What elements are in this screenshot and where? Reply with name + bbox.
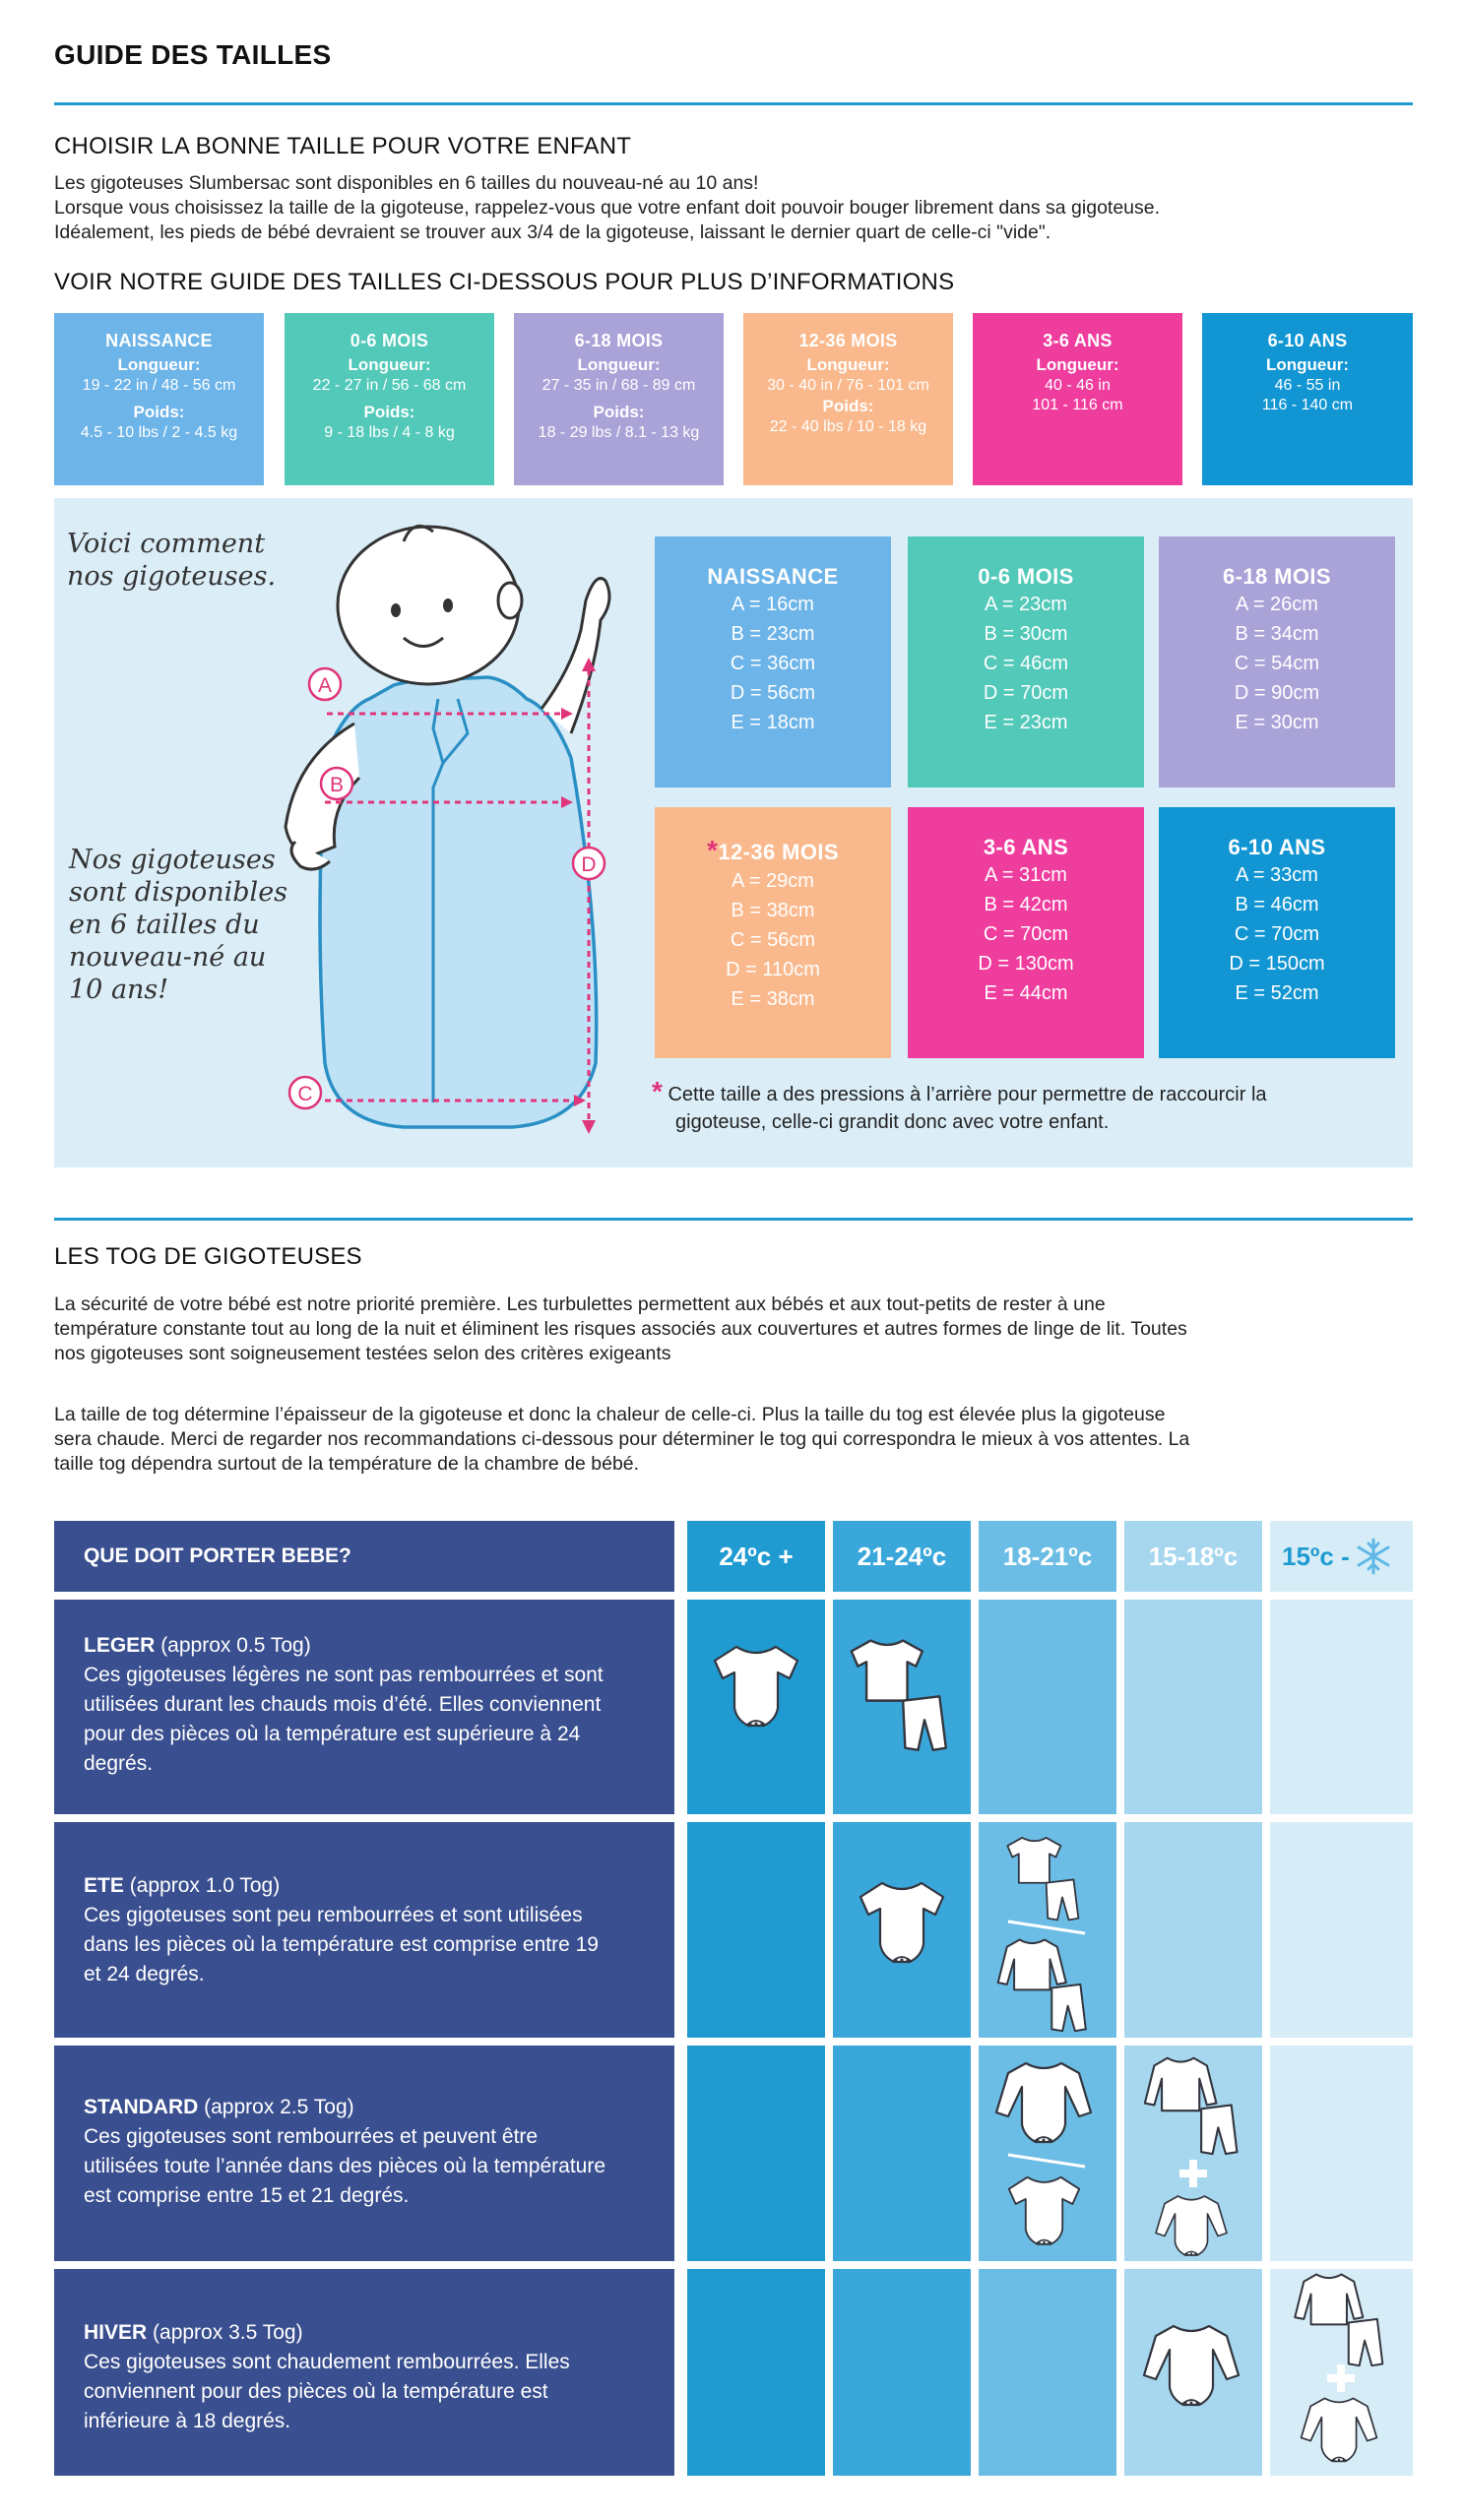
handwritten-line: 10 ans! xyxy=(69,975,169,1005)
measure-line: D = 70cm xyxy=(983,682,1069,704)
tog-paragraph-2 xyxy=(54,1403,1189,1477)
measure-line: E = 52cm xyxy=(1235,982,1319,1004)
measure-line: B = 46cm xyxy=(1235,894,1319,915)
measure-line: D = 90cm xyxy=(1234,682,1320,704)
weight-label: Poids: xyxy=(822,397,874,415)
row-desc: degrés. xyxy=(84,1752,154,1775)
measure-box-6-10-ans xyxy=(1159,807,1395,1058)
intro-line: Les gigoteuses Slumbersac sont disponibles en 6 tailles du nouveau-né au 10 ans! xyxy=(54,172,759,194)
measure-line: E = 23cm xyxy=(984,712,1068,733)
paragraph-line: La sécurité de votre bébé est notre priorité première. Les turbulettes permettent aux bébés et aux tout-petits de rester à une xyxy=(54,1293,1106,1315)
row-tog: (approx 1.0 Tog) xyxy=(129,1874,281,1897)
bodysuit-short-icon xyxy=(853,1875,951,1974)
length-label: Longueur: xyxy=(577,355,661,374)
size-title: 0-6 MOIS xyxy=(350,331,429,350)
row-desc: utilisées toute l’année dans des pièces où la température xyxy=(84,2155,606,2177)
row-desc: Ces gigoteuses légères ne sont pas rembourrées et sont xyxy=(84,1664,604,1686)
length-label: Longueur: xyxy=(117,355,201,374)
row-name: LEGER xyxy=(84,1634,156,1657)
intro-line: Lorsque vous choisissez la taille de la gigoteuse, rappelez-vous que votre enfant doit pouvoir bouger librement dans sa gigoteuse. xyxy=(54,197,1161,219)
measure-line: A = 26cm xyxy=(1236,594,1318,615)
size-box-0-6-mois xyxy=(285,313,494,485)
measure-line: D = 150cm xyxy=(1229,953,1325,975)
longsleeve-and-pants-icon xyxy=(1137,2052,1250,2156)
length-value: 30 - 40 in / 76 - 101 cm xyxy=(767,377,929,394)
page-title: GUIDE DES TAILLES xyxy=(54,39,332,70)
measure-box-6-18-mois xyxy=(1159,536,1395,788)
row-desc: Ces gigoteuses sont chaudement rembourrées. Elles xyxy=(84,2351,570,2373)
row-desc: Ces gigoteuses sont rembourrées et peuvent être xyxy=(84,2125,539,2148)
size-box-3-6-ans xyxy=(973,313,1182,485)
handwritten-line: nos gigoteuses. xyxy=(67,561,277,592)
measure-line: C = 70cm xyxy=(1234,923,1320,945)
length-value: 22 - 27 in / 56 - 68 cm xyxy=(312,377,467,394)
row-leger xyxy=(54,1600,674,1814)
row-standard xyxy=(54,2046,674,2261)
row-name: STANDARD xyxy=(84,2096,199,2118)
paragraph-line: sera chaude. Merci de regarder nos recommandations ci-dessous pour déterminer le tog qui correspondra le mieux à vos attentes. La xyxy=(54,1428,1190,1450)
row-desc: utilisées durant les chauds mois d’été. Elles conviennent xyxy=(84,1693,602,1716)
measure-line: D = 110cm xyxy=(726,959,820,980)
bodysuit-short-icon xyxy=(1002,2171,1086,2254)
longsleeve-and-pants-icon xyxy=(1285,2269,1398,2367)
bodysuit-long-icon xyxy=(1142,2190,1241,2264)
tog-heading: LES TOG DE GIGOTEUSES xyxy=(54,1243,362,1270)
row-name: HIVER xyxy=(84,2321,148,2344)
measure-box-naissance xyxy=(655,536,891,788)
handwritten-line: Voici comment xyxy=(67,529,266,559)
length-value: 27 - 35 in / 68 - 89 cm xyxy=(541,377,696,394)
measure-title: 0-6 MOIS xyxy=(978,564,1074,589)
measure-title-text: 12-36 MOIS xyxy=(718,840,839,864)
bodysuit-long-icon xyxy=(994,2055,1093,2154)
size-box-naissance xyxy=(54,313,264,485)
length-value: 46 - 55 in xyxy=(1274,377,1341,394)
measure-box-0-6-mois xyxy=(908,536,1144,788)
row-name: ETE xyxy=(84,1874,124,1897)
tshirt-and-pants-icon xyxy=(990,1833,1099,1922)
intro-text xyxy=(54,171,1160,245)
handwritten-note-top xyxy=(67,528,276,593)
bodysuit-long-icon xyxy=(1142,2318,1241,2417)
measure-line: D = 56cm xyxy=(730,682,816,704)
length-value: 19 - 22 in / 48 - 56 cm xyxy=(82,377,236,394)
separator-slash-icon xyxy=(1002,2151,1091,2171)
weight-value: 22 - 40 lbs / 10 - 18 kg xyxy=(769,418,927,435)
row-desc: pour des pièces où la température est supérieure à 24 xyxy=(84,1723,581,1745)
guide-heading: VOIR NOTRE GUIDE DES TAILLES CI-DESSOUS POUR PLUS D’INFORMATIONS xyxy=(54,269,955,295)
size-title: 6-10 ANS xyxy=(1267,331,1348,350)
label-b: B xyxy=(329,774,345,796)
measure-line: A = 31cm xyxy=(985,864,1067,886)
row-desc: dans les pièces où la température est comprise entre 19 xyxy=(84,1933,599,1956)
measure-title xyxy=(655,835,891,866)
weight-value: 9 - 18 lbs / 4 - 8 kg xyxy=(324,424,455,441)
measure-line: A = 23cm xyxy=(985,594,1067,615)
row-desc: conviennent pour des pièces où la température est xyxy=(84,2380,548,2403)
size-box-6-18-mois xyxy=(514,313,724,485)
measure-box-12-36-mois xyxy=(655,807,891,1058)
divider xyxy=(54,102,1413,105)
measure-line: E = 44cm xyxy=(984,982,1068,1004)
length-value: 40 - 46 in xyxy=(1045,377,1111,394)
weight-value: 18 - 29 lbs / 8.1 - 13 kg xyxy=(538,424,700,441)
handwritten-note-bottom xyxy=(69,844,287,1006)
measure-line: D = 130cm xyxy=(978,953,1074,975)
paragraph-line: température constante tout au long de la nuit et éliminent les risques associés aux couvertures et autres formes de linge de lit. Toutes xyxy=(54,1318,1187,1340)
temp-header-18-21: 18-21ºc xyxy=(979,1521,1116,1592)
size-title: 12-36 MOIS xyxy=(798,331,898,350)
measure-line: A = 16cm xyxy=(732,594,814,615)
paragraph-line: La taille de tog détermine l’épaisseur de la gigoteuse et donc la chaleur de celle-ci. Plus la taille du tog est élevée plus la gigoteuse xyxy=(54,1404,1166,1425)
length-label: Longueur: xyxy=(348,355,431,374)
paragraph-line: taille tog dépendra surtout de la température de la chambre de bébé. xyxy=(54,1453,640,1475)
row-desc: inférieure à 18 degrés. xyxy=(84,2410,291,2432)
measure-line: C = 56cm xyxy=(730,929,816,951)
row-divider xyxy=(54,2038,1413,2046)
handwritten-line: sont disponibles xyxy=(69,877,288,908)
length-label: Longueur: xyxy=(1265,355,1350,374)
row-hiver xyxy=(54,2269,674,2476)
measure-line: E = 18cm xyxy=(731,712,815,733)
size-title: 3-6 ANS xyxy=(1043,331,1113,350)
divider xyxy=(54,1218,1413,1221)
weight-value: 4.5 - 10 lbs / 2 - 4.5 kg xyxy=(80,424,238,441)
measure-line: E = 38cm xyxy=(731,988,815,1010)
asterisk-icon: * xyxy=(707,835,719,865)
row-divider xyxy=(54,1814,1413,1822)
measure-line: C = 46cm xyxy=(983,653,1069,674)
row-desc: et 24 degrés. xyxy=(84,1963,205,1985)
measure-title: 6-10 ANS xyxy=(1228,835,1326,859)
temp-header-21-24: 21-24ºc xyxy=(833,1521,971,1592)
measure-title: 6-18 MOIS xyxy=(1223,564,1331,589)
label-d: D xyxy=(581,853,597,876)
measure-title: NAISSANCE xyxy=(707,564,839,589)
star-note xyxy=(652,1078,1267,1136)
tshirt-and-pants-icon xyxy=(847,1634,955,1752)
label-a: A xyxy=(317,674,333,697)
label-c: C xyxy=(297,1083,313,1105)
plus-icon xyxy=(1325,2362,1357,2394)
bodysuit-long-icon xyxy=(1290,2392,1388,2471)
row-tog: (approx 2.5 Tog) xyxy=(204,2096,354,2118)
measure-line: E = 30cm xyxy=(1235,712,1319,733)
measure-box-3-6-ans xyxy=(908,807,1144,1058)
row-desc: est comprise entre 15 et 21 degrés. xyxy=(84,2184,410,2207)
measure-title: 3-6 ANS xyxy=(983,835,1069,859)
tog-paragraph-1 xyxy=(54,1292,1187,1366)
length-label: Longueur: xyxy=(806,355,890,374)
row-tog: (approx 0.5 Tog) xyxy=(160,1634,311,1657)
measure-line: B = 34cm xyxy=(1235,623,1319,645)
temp-header-15-minus xyxy=(1270,1521,1413,1592)
length-label: Longueur: xyxy=(1036,355,1119,374)
row-desc: Ces gigoteuses sont peu rembourrées et sont utilisées xyxy=(84,1904,583,1926)
size-title: 6-18 MOIS xyxy=(574,331,664,350)
measure-line: B = 30cm xyxy=(984,623,1068,645)
asterisk-icon: * xyxy=(652,1076,663,1106)
snowflake-icon xyxy=(1354,1537,1393,1576)
weight-label: Poids: xyxy=(133,403,185,421)
row-tog: (approx 3.5 Tog) xyxy=(153,2321,303,2344)
measure-line: A = 29cm xyxy=(732,870,814,892)
bodysuit-short-icon xyxy=(707,1639,805,1737)
measure-line: B = 23cm xyxy=(731,623,815,645)
measure-line: C = 54cm xyxy=(1234,653,1320,674)
temp-header-24-plus: 24ºc + xyxy=(687,1521,825,1592)
length-value-cm: 101 - 116 cm xyxy=(1032,397,1123,413)
intro-line: Idéalement, les pieds de bébé devraient se trouver aux 3/4 de la gigoteuse, laissant le dernier quart de celle-ci "vide". xyxy=(54,221,1051,243)
measure-line: C = 36cm xyxy=(730,653,816,674)
table-header-label: QUE DOIT PORTER BEBE? xyxy=(54,1521,674,1592)
measure-line: C = 70cm xyxy=(983,923,1069,945)
plus-icon xyxy=(1178,2158,1209,2189)
length-value-cm: 116 - 140 cm xyxy=(1261,397,1354,413)
size-title: NAISSANCE xyxy=(105,331,213,350)
longsleeve-and-pants-icon xyxy=(990,1934,1099,2033)
size-box-6-10-ans xyxy=(1202,313,1413,485)
temp-header-text: 15ºc - xyxy=(1282,1541,1350,1571)
handwritten-line: en 6 tailles du xyxy=(69,910,260,940)
weight-label: Poids: xyxy=(593,403,645,421)
size-box-12-36-mois xyxy=(743,313,953,485)
handwritten-line: nouveau-né au xyxy=(69,942,267,973)
intro-heading: CHOISIR LA BONNE TAILLE POUR VOTRE ENFANT xyxy=(54,133,632,159)
measure-line: A = 33cm xyxy=(1236,864,1318,886)
baby-sleepsack-illustration xyxy=(256,512,620,1152)
star-note-line: Cette taille a des pressions à l’arrière pour permettre de raccourcir la xyxy=(668,1084,1267,1105)
measure-line: B = 42cm xyxy=(984,894,1068,915)
measure-line: B = 38cm xyxy=(731,900,815,921)
paragraph-line: nos gigoteuses sont soigneusement testées selon des critères exigeants xyxy=(54,1343,671,1364)
temp-header-15-18: 15-18ºc xyxy=(1124,1521,1262,1592)
weight-label: Poids: xyxy=(363,403,415,421)
handwritten-line: Nos gigoteuses xyxy=(69,845,276,875)
row-ete xyxy=(54,1822,674,2038)
star-note-line: gigoteuse, celle-ci grandit donc avec votre enfant. xyxy=(675,1111,1110,1133)
